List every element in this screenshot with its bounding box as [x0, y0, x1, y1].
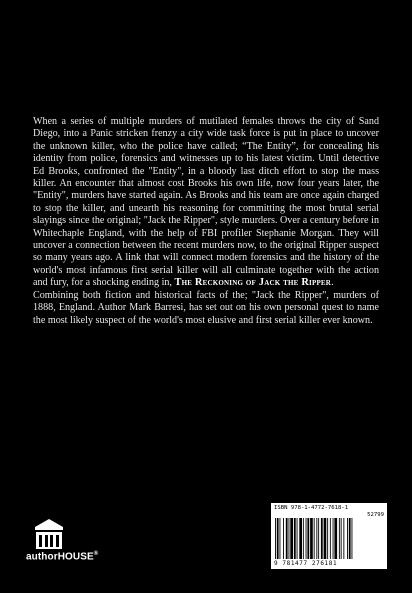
barcode-bar	[289, 518, 290, 559]
barcode-bar	[314, 518, 315, 559]
barcode-bar	[299, 518, 302, 559]
barcode-bar	[290, 518, 293, 559]
barcode-bar	[349, 518, 351, 559]
barcode-bar	[341, 518, 342, 559]
barcode-bar	[321, 518, 323, 559]
barcode-bar	[330, 518, 331, 559]
barcode-bar	[347, 518, 348, 559]
barcode-bar	[283, 518, 284, 559]
authorhouse-logo-icon	[34, 518, 64, 550]
barcode-bar	[318, 518, 319, 559]
barcode-digits: 9 781477 276181	[274, 560, 338, 567]
publisher-name	[26, 551, 98, 562]
barcode-bar	[307, 518, 309, 559]
barcode-bar	[303, 518, 304, 559]
barcode-bar	[324, 518, 327, 559]
publisher-logo	[26, 518, 106, 568]
barcode-bar	[297, 518, 298, 559]
barcode-bar	[294, 518, 296, 559]
barcode-bar	[343, 518, 344, 559]
barcode-bar	[333, 518, 334, 559]
blurb-paragraph-1	[33, 116, 379, 290]
barcode-bar	[339, 518, 340, 559]
back-cover-blurb	[33, 116, 379, 327]
price-code: 52799	[367, 512, 384, 518]
barcode-bar	[352, 518, 353, 559]
blurb-paragraph-1-text: When a series of multiple murders of mutilated females throws the city of Sand Diego, into a Panic stricken frenzy a city wide task force is put in place to uncover the unknown killer, who the police have called; “The Entity”, for concealing his identity from police, forensics and witnesses up to his latest victim. Until detective Ed Brooks, confronted the "Entity", in a bloody last ditch effort to stop the mass killer. An encounter that almost cost Brooks his own life, now four years later, the "Entity", murders have started again. As Brooks and his team are once again charged to stop the killer, and unearth his reasoning for committing the most brutal serial slayings since the original; "Jack the Ripper", style murders. Over a century before in Whitechaple England, with the help of FBI profiler Stephanie Morgan. They will uncover a connection between the recent murders now, to the original Ripper suspect so many years ago. A link that will connect modern forensics and the history of the world's most infamous first serial killer will all culminate together with the action and fury, for a shocking ending in,	[33, 116, 379, 289]
barcode-bar	[316, 518, 317, 559]
isbn-label: ISBN 978-1-4772-7618-1	[274, 505, 349, 511]
book-title-period: .	[331, 277, 334, 289]
blurb-paragraph-2: Combining both fiction and historical facts of the; "Jack the Ripper", murders of 1888, England. Author Mark Barresi, has set out on his own personal quest to name the most likely suspect of the world's most elusive and first serial killer ever known.	[33, 289, 379, 326]
trademark-symbol: ®	[93, 551, 99, 557]
barcode-bars	[274, 518, 384, 559]
publisher-name-text: authorHOUSE	[26, 551, 94, 563]
barcode-bar	[327, 518, 328, 559]
isbn-barcode	[271, 503, 387, 569]
barcode-bar	[280, 518, 281, 559]
barcode-bar	[306, 518, 307, 559]
barcode-bar	[334, 518, 337, 559]
barcode-bar	[277, 518, 279, 559]
barcode-bar	[275, 518, 276, 559]
barcode-bar	[286, 518, 288, 559]
barcode-bar	[310, 518, 313, 559]
book-title: The Reckoning of Jack the Ripper	[174, 277, 332, 289]
